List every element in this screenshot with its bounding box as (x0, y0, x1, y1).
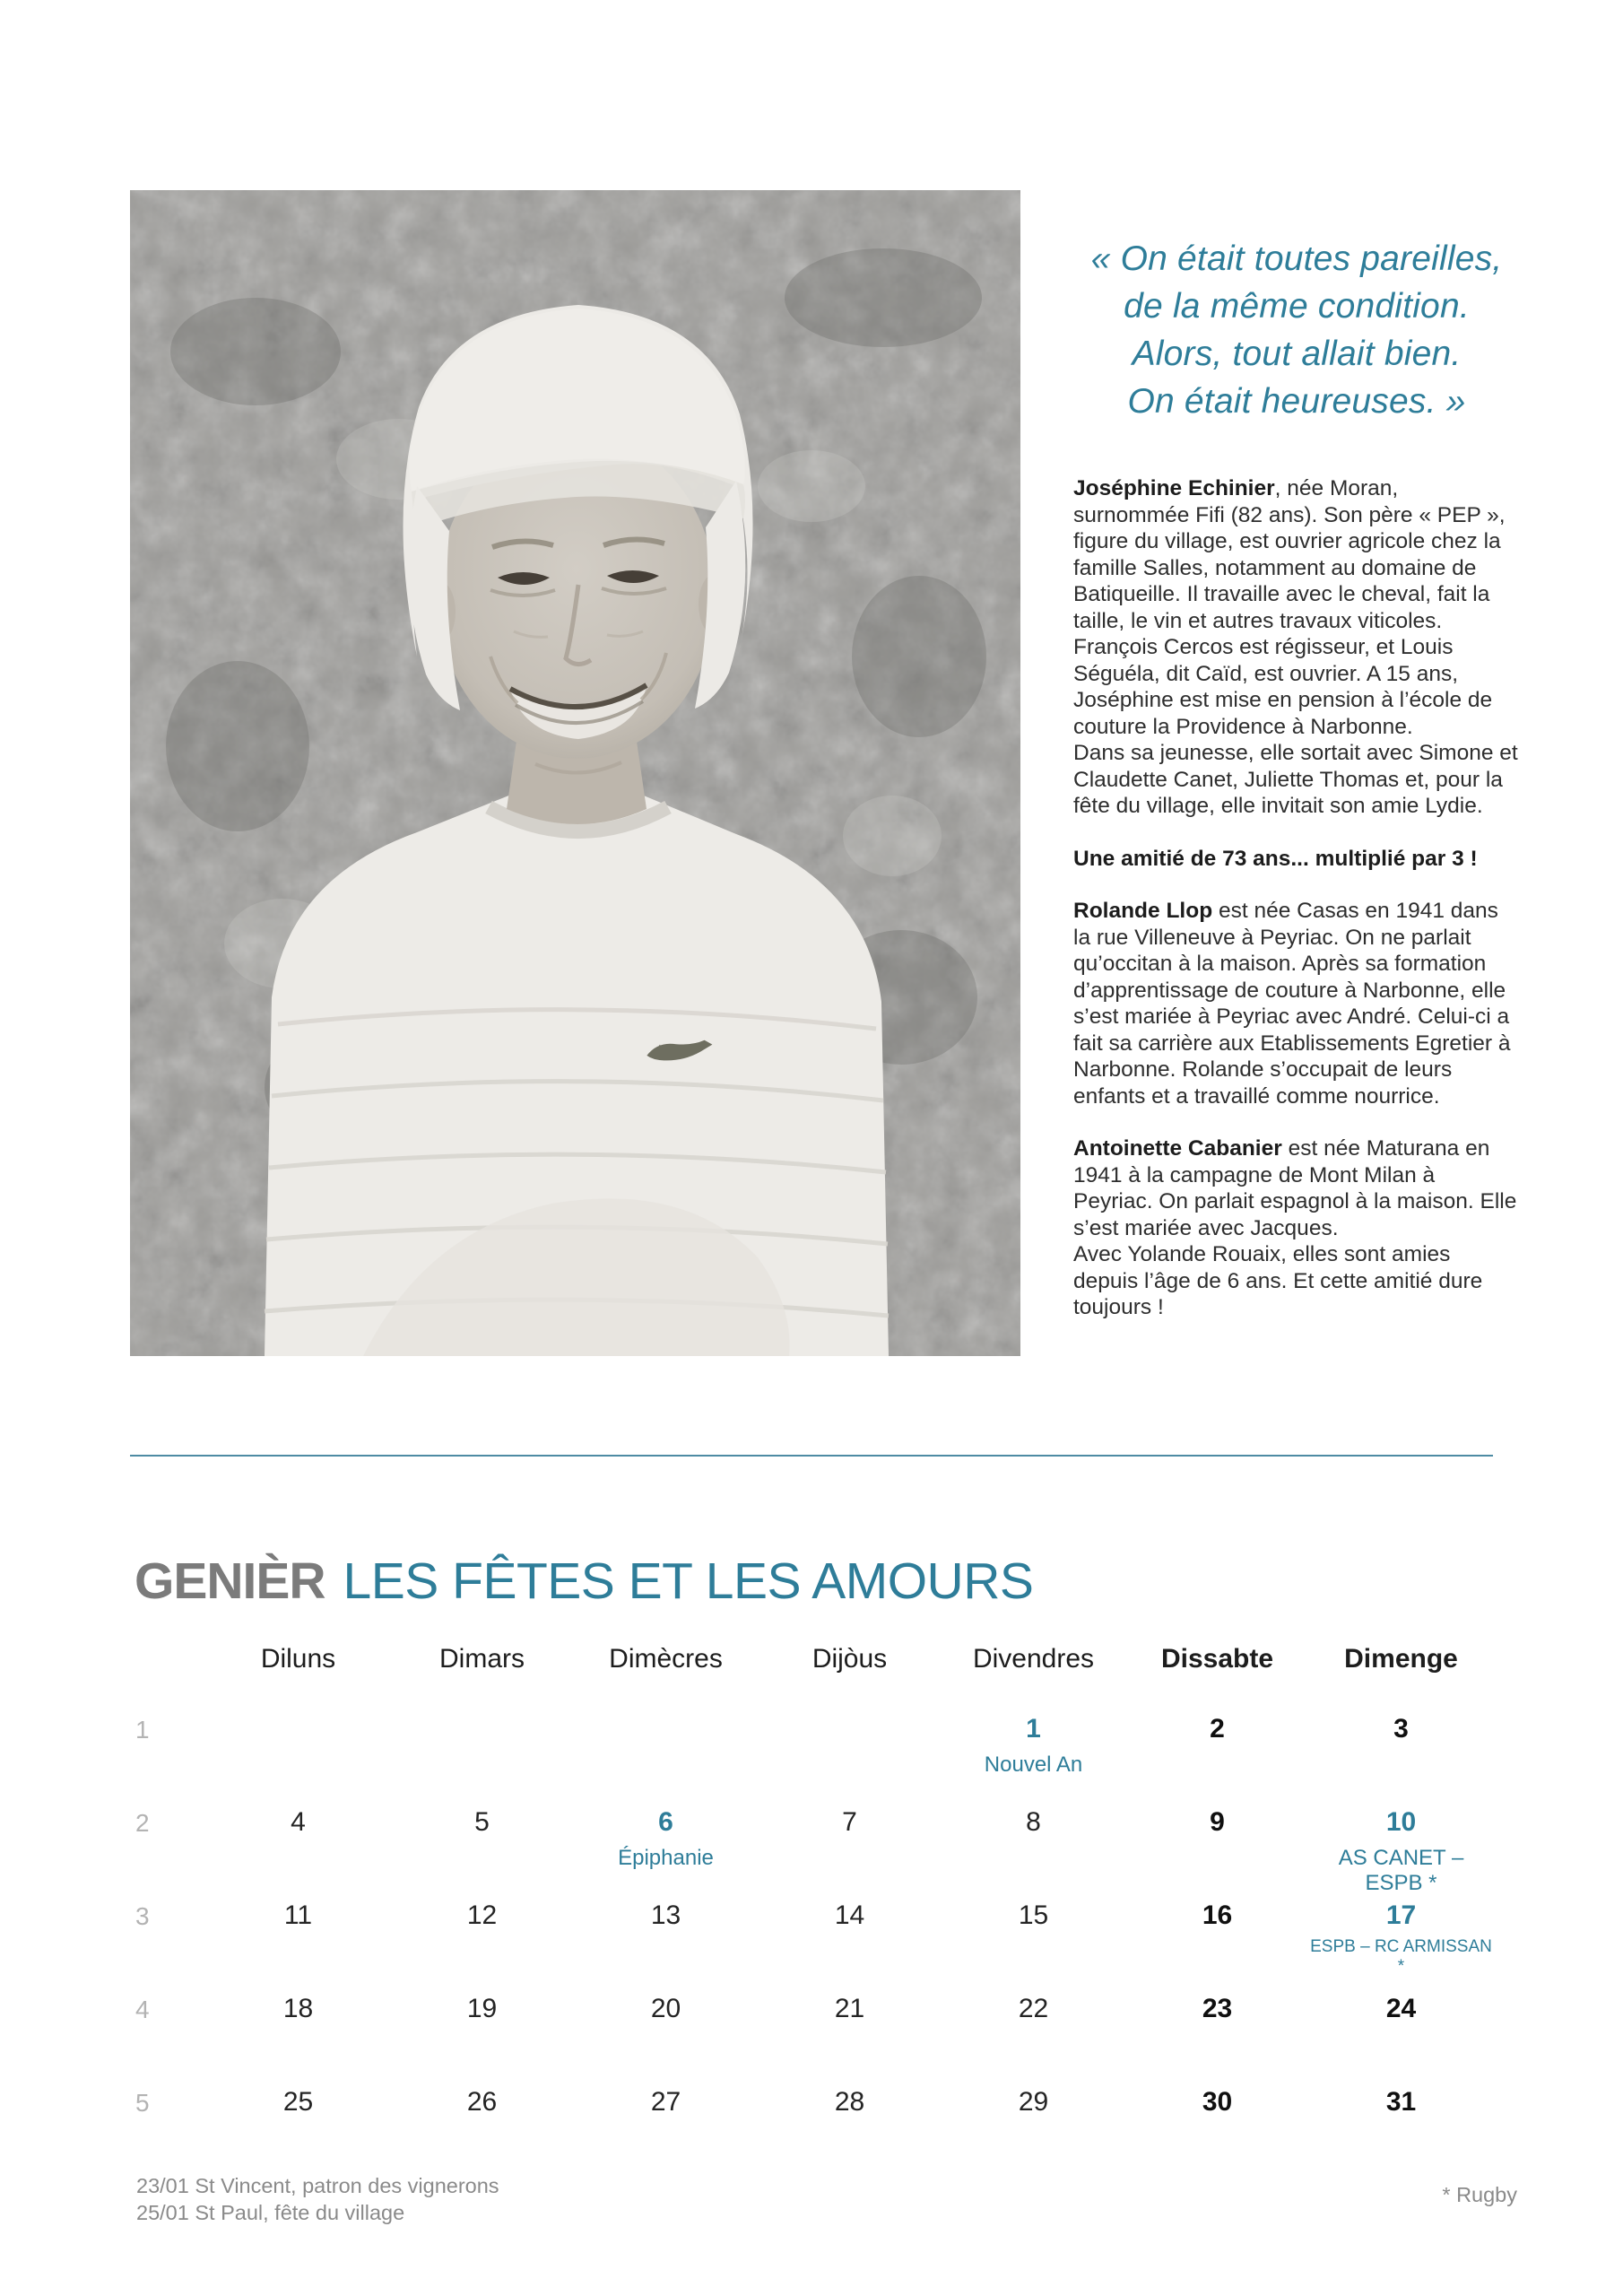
day-number: 25 (282, 2087, 314, 2117)
day-cell (1125, 1714, 1309, 1744)
bio-josephine (1073, 475, 1520, 820)
day-number: 12 (466, 1900, 498, 1930)
day-number: 28 (834, 2087, 865, 2117)
day-cell (942, 1714, 1125, 1778)
day-cell (206, 1807, 390, 1838)
calendar-week-row (130, 2087, 1493, 2180)
weekday-header: Dimars (439, 1644, 525, 1674)
day-cell (1125, 1807, 1309, 1838)
day-cell (206, 1900, 390, 1931)
bio-antoinette (1073, 1135, 1520, 1321)
pull-quote-line: Alors, tout allait bien. (1132, 335, 1462, 373)
day-number: 1 (1026, 1714, 1041, 1744)
day-number: 20 (650, 1994, 681, 2023)
day-cell (1125, 1994, 1309, 2024)
bio-text: , née Moran, surnommée Fifi (82 ans). Son père « PEP », figure du village, est ouvrier agricole chez la famille Salles, notamment au domaine de Batiqueille. Il travaille avec le cheval, fait la taille, le vin et autres travaux viticoles. François Cercos est régisseur, et Louis Séguéla, dit Caïd, est ouvrier. A 15 ans, Joséphine est mise en pension à l’école de couture la Providence à Narbonne. (1073, 476, 1506, 739)
day-number: 26 (466, 2087, 498, 2117)
day-cell (942, 1900, 1125, 1931)
day-event: ESPB – RC ARMISSAN * (1310, 1937, 1492, 1976)
pull-quote (1073, 235, 1520, 425)
bio-name: Joséphine Echinier (1073, 476, 1275, 500)
day-cell (390, 1807, 574, 1838)
day-cell (1309, 2087, 1493, 2118)
pull-quote-line: « On était toutes pareilles, (1090, 239, 1503, 278)
calendar-week-row (130, 1714, 1493, 1807)
day-number: 30 (1202, 2087, 1233, 2117)
week-number: 4 (135, 1996, 150, 2023)
weekday-header: Divendres (972, 1644, 1095, 1674)
month-name: GENIÈR (135, 1552, 325, 1610)
pull-quote-line: On était heureuses. » (1127, 382, 1466, 421)
bio-paragraphs (1073, 475, 1520, 1321)
section-divider (130, 1455, 1493, 1457)
pull-quote-line: de la même condition. (1124, 287, 1470, 326)
weekday-header: Diluns (260, 1644, 336, 1674)
bio-name: Antoinette Cabanier (1073, 1136, 1282, 1161)
day-number: 22 (1018, 1994, 1049, 2023)
bio-text: Avec Yolande Rouaix, elles sont amies depuis l’âge de 6 ans. Et cette amitié dure toujours ! (1073, 1242, 1483, 1319)
day-number: 16 (1202, 1900, 1233, 1930)
day-cell (1125, 1900, 1309, 1931)
weekday-header: Dimècres (609, 1644, 723, 1674)
day-number: 23 (1202, 1994, 1233, 2023)
day-cell (758, 1994, 942, 2024)
day-number: 3 (1393, 1714, 1409, 1744)
day-number: 9 (1210, 1807, 1225, 1837)
page-title (135, 1552, 1033, 1611)
week-number: 5 (135, 2089, 150, 2117)
week-number: 1 (135, 1716, 150, 1744)
day-cell (942, 1994, 1125, 2024)
day-number: 29 (1018, 2087, 1049, 2117)
portrait-photo-illustration (130, 190, 1020, 1356)
day-event: Épiphanie (618, 1846, 714, 1870)
day-cell (1309, 1994, 1493, 2024)
day-cell (206, 1994, 390, 2024)
day-cell (206, 2087, 390, 2118)
day-number: 18 (282, 1994, 314, 2023)
day-event: AS CANET – ESPB * (1338, 1846, 1464, 1895)
day-number: 27 (650, 2087, 681, 2117)
bio-name: Rolande Llop (1073, 899, 1213, 923)
weekday-header: Dissabte (1160, 1644, 1274, 1674)
day-number: 19 (466, 1994, 498, 2023)
weekday-header: Dijòus (812, 1644, 888, 1674)
day-cell (390, 1900, 574, 1931)
rugby-legend: * Rugby (1442, 2183, 1517, 2206)
day-cell (574, 1994, 758, 2024)
day-cell (758, 1807, 942, 1838)
day-event: Nouvel An (984, 1752, 1083, 1777)
bio-text: est née Maturana en 1941 à la campagne de Mont Milan à Peyriac. On parlait espagnol à la maison. Elle s’est mariée avec Jacques. (1073, 1136, 1517, 1240)
day-number: 8 (1026, 1807, 1041, 1837)
day-number: 4 (291, 1807, 306, 1837)
day-cell (574, 1900, 758, 1931)
day-number: 13 (650, 1900, 681, 1930)
day-cell (1125, 2087, 1309, 2118)
day-number: 21 (834, 1994, 865, 2023)
calendar-week-row (130, 1807, 1493, 1900)
footer-note: 25/01 St Paul, fête du village (136, 2201, 405, 2224)
footer-notes (136, 2172, 499, 2226)
title-subtitle: LES FÊTES ET LES AMOURS (343, 1552, 1034, 1610)
day-number: 17 (1385, 1900, 1417, 1930)
weekday-header: Dimenge (1344, 1644, 1458, 1674)
day-cell (1309, 1807, 1493, 1896)
day-cell (758, 2087, 942, 2118)
day-cell (1309, 1900, 1493, 1977)
day-number: 5 (474, 1807, 490, 1837)
day-number: 10 (1385, 1807, 1417, 1837)
day-number: 24 (1385, 1994, 1417, 2023)
day-number: 15 (1018, 1900, 1049, 1930)
bio-rolande (1073, 898, 1520, 1109)
portrait-photo (130, 190, 1020, 1356)
calendar-week-row (130, 1900, 1493, 1994)
day-number: 11 (283, 1900, 313, 1930)
day-cell (942, 1807, 1125, 1838)
bio-text: Dans sa jeunesse, elle sortait avec Simone et Claudette Canet, Juliette Thomas et, pour la fête du village, elle invitait son amie Lydie. (1073, 741, 1518, 818)
bio-text: est née Casas en 1941 dans la rue Villeneuve à Peyriac. On ne parlait qu’occitan à la maison. Après sa formation d’apprentissage de couture à Narbonne, elle s’est mariée à Peyriac avec André. Celui-ci a fait sa carrière aux Etablissements Egretier à Narbonne. Rolande s’occupait de leurs enfants et a travaillé comme nourrice. (1073, 899, 1511, 1109)
calendar-grid (130, 1644, 1493, 2180)
day-cell (574, 1807, 758, 1871)
bio-heading-amitie (1073, 846, 1520, 873)
day-number: 2 (1210, 1714, 1225, 1744)
bio-text: Une amitié de 73 ans... multiplié par 3 ! (1073, 846, 1478, 871)
day-number: 31 (1385, 2087, 1417, 2117)
bio-column (1073, 235, 1520, 1347)
day-cell (942, 2087, 1125, 2118)
day-cell (390, 1994, 574, 2024)
week-number: 2 (135, 1809, 150, 1837)
day-number: 7 (842, 1807, 857, 1837)
day-cell (1309, 1714, 1493, 1744)
day-number: 14 (834, 1900, 865, 1930)
day-cell (758, 1900, 942, 1931)
day-cell (574, 2087, 758, 2118)
day-number: 6 (658, 1807, 673, 1837)
footer-note: 23/01 St Vincent, patron des vignerons (136, 2174, 499, 2197)
calendar-week-row (130, 1994, 1493, 2087)
week-number: 3 (135, 1902, 150, 1930)
day-cell (390, 2087, 574, 2118)
